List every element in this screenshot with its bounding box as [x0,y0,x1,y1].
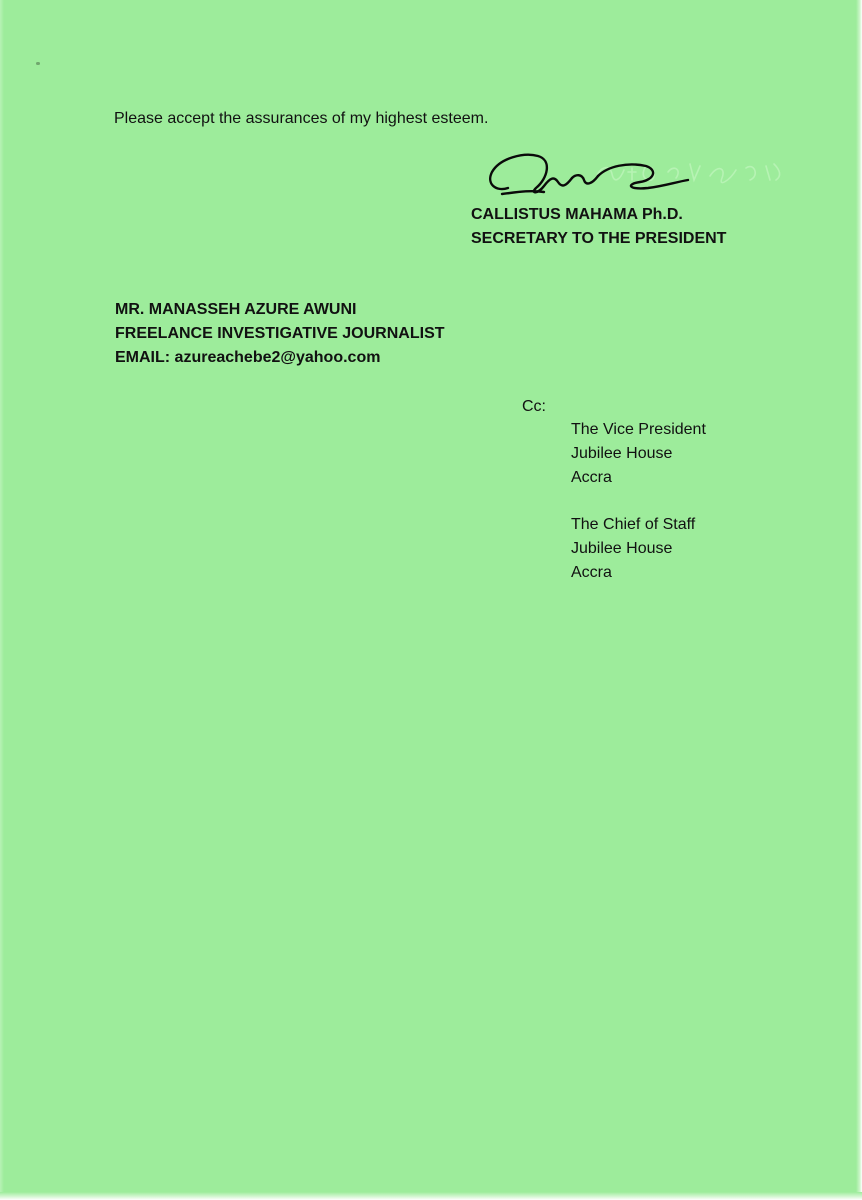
signatory-title: SECRETARY TO THE PRESIDENT [471,230,727,247]
recipient-email: EMAIL: azureachebe2@yahoo.com [115,349,381,366]
cc-label: Cc: [522,398,546,415]
recipient-name: MR. MANASSEH AZURE AWUNI [115,301,357,318]
closing-line: Please accept the assurances of my highest esteem. [114,110,489,127]
scan-edge-bottom [0,1192,862,1200]
scan-edge-right [856,0,862,1200]
cc-entry-line: Jubilee House [571,445,673,462]
cc-entry-line: Jubilee House [571,540,673,557]
cc-entry [571,513,706,585]
recipient-block [115,298,445,370]
cc-entry-line: The Chief of Staff [571,516,696,533]
recipient-role: FREELANCE INVESTIGATIVE JOURNALIST [115,325,445,342]
cc-list [571,418,706,585]
cc-entry-line: The Vice President [571,421,706,438]
scan-edge-left [0,0,4,1200]
signatory-name: CALLISTUS MAHAMA Ph.D. [471,206,683,223]
signatory-block [471,203,726,251]
cc-entry-line: Accra [571,469,612,486]
cc-entry-line: Accra [571,564,612,581]
paper-mark [36,62,40,65]
cc-entry [571,418,706,490]
